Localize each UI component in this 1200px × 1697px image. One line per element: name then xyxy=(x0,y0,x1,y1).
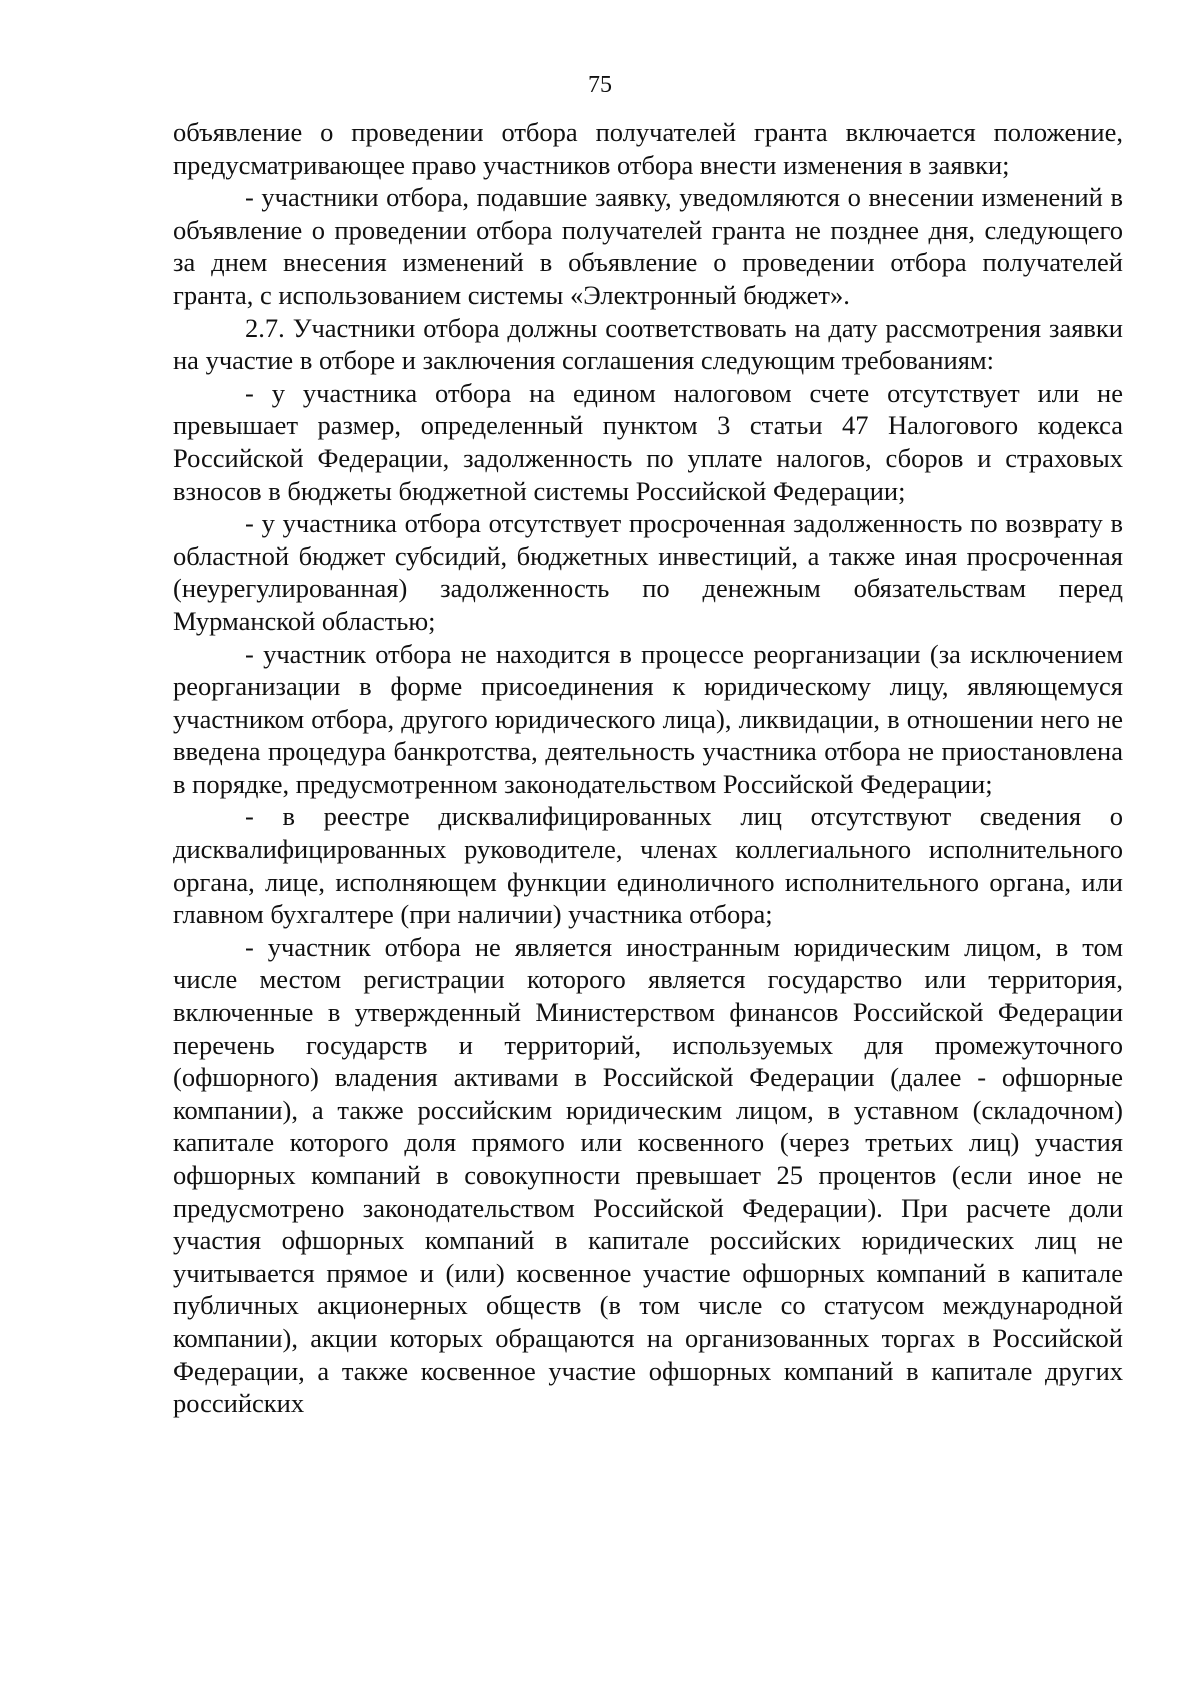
page-number: 75 xyxy=(588,72,612,98)
paragraph-section-2-7: 2.7. Участники отбора должны соответствовать на дату рассмотрения заявки на участие в отборе и заключения соглашения следующим требованиям: xyxy=(173,312,1123,376)
paragraph-continuation: объявление о проведении отбора получателей гранта включается положение, предусматривающее право участников отбора внести изменения в заявки; xyxy=(173,117,1123,180)
paragraph-reorganization: - участник отбора не находится в процессе реорганизации (за исключением реорганизации в форме присоединения к юридическому лицу, являющемуся участником отбора, другого юридического лица), ликвидации, в отношении него не введена процедура банкротства, деятельность участника отбора не приостановлена в порядке, предусмотренном законодательством Российской Федерации; xyxy=(173,638,1123,799)
paragraph-offshore: - участник отбора не является иностранным юридическим лицом, в том числе местом регистрации которого является государство или территория, включенные в утвержденный Министерством финансов Российской Федерации перечень государств и территорий, используемых для промежуточного (офшорного) владения активами в Российской Федерации (далее - офшорные компании), а также российским юридическим лицом, в уставном (складочном) капитале которого доля прямого или косвенного (через третьих лиц) участия офшорных компаний в совокупности превышает 25 процентов (если иное не предусмотрено законодательством Российской Федерации). При расчете доли участия офшорных компаний в капитале российских юридических лиц не учитывается прямое и (или) косвенное участие офшорных компаний в капитале публичных акционерных обществ (в том числе со статусом международной компании), акции которых обращаются на организованных торгах в Российской Федерации, а также косвенное участие офшорных компаний в капитале других российских xyxy=(173,931,1123,1419)
paragraph-tax-debt: - у участника отбора на едином налоговом счете отсутствует или не превышает размер, определенный пунктом 3 статьи 47 Налогового кодекса Российской Федерации, задолженность по уплате налогов, сборов и страховых взносов в бюджеты бюджетной системы Российской Федерации; xyxy=(173,377,1123,506)
paragraph-disqualified-persons: - в реестре дисквалифицированных лиц отсутствуют сведения о дисквалифицированных руководителе, членах коллегиального исполнительного органа, лице, исполняющем функции единоличного исполнительного органа, или главном бухгалтере (при наличии) участника отбора; xyxy=(173,801,1123,930)
document-body xyxy=(173,116,1123,1420)
paragraph-notification: - участники отбора, подавшие заявку, уведомляются о внесении изменений в объявление о проведении отбора получателей гранта не позднее дня, следующего за днем внесения изменений в объявление о проведении отбора получателей гранта, с использованием системы «Электронный бюджет». xyxy=(173,182,1123,310)
paragraph-overdue-debt: - у участника отбора отсутствует просроченная задолженность по возврату в областной бюджет субсидий, бюджетных инвестиций, а также иная просроченная (неурегулированная) задолженность по денежным обязательствам перед Мурманской областью; xyxy=(173,508,1123,636)
